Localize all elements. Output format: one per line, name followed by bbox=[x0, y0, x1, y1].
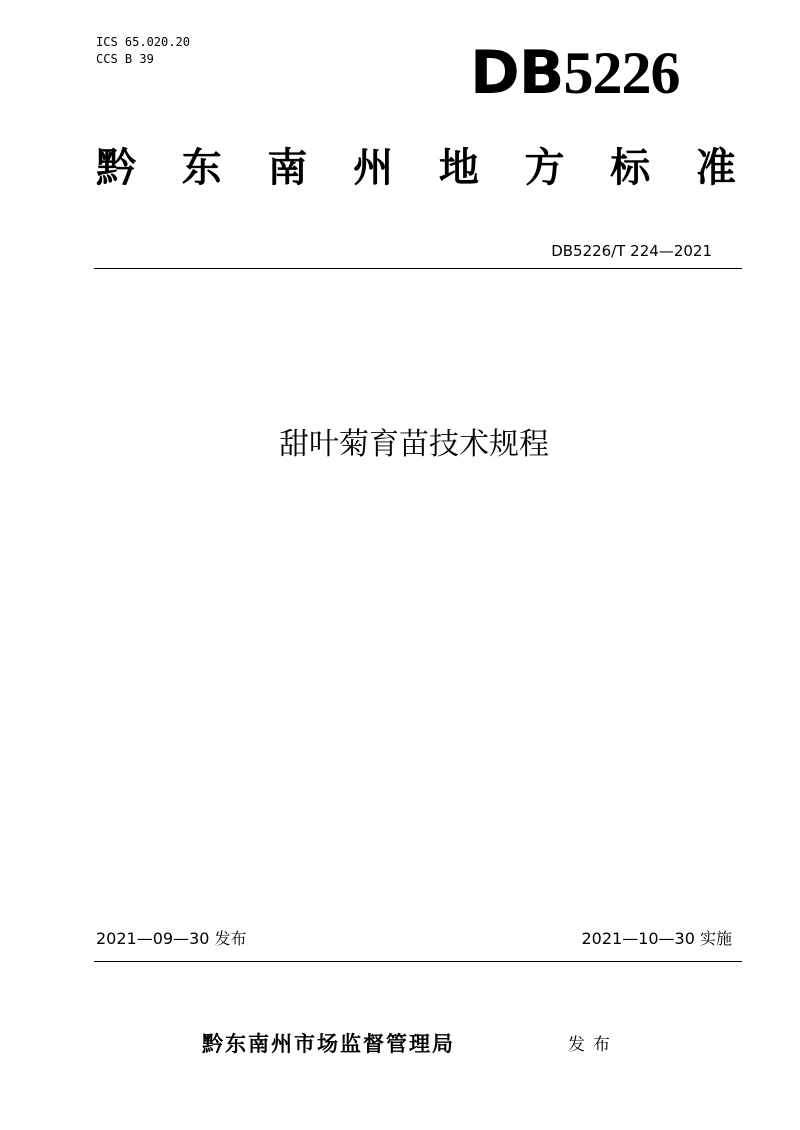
bottom-divider bbox=[94, 961, 742, 962]
standard-type-char: 地 bbox=[438, 145, 479, 191]
standard-type-char: 标 bbox=[610, 145, 651, 191]
classification-codes bbox=[96, 34, 190, 68]
standard-type-char: 东 bbox=[181, 145, 222, 191]
standard-type-char: 黔 bbox=[96, 145, 136, 191]
db-logo bbox=[470, 38, 680, 108]
top-divider bbox=[94, 268, 742, 269]
standard-type-heading bbox=[96, 140, 736, 196]
standard-type-char: 州 bbox=[353, 145, 394, 191]
standard-code: DB5226/T 224—2021 bbox=[551, 242, 712, 260]
ics-code: ICS 65.020.20 bbox=[96, 35, 190, 49]
document-title: 甜叶菊育苗技术规程 bbox=[279, 427, 549, 462]
implement-date: 2021—10—30 实施 bbox=[581, 929, 732, 948]
ccs-code: CCS B 39 bbox=[96, 52, 154, 66]
standard-type-char: 南 bbox=[267, 145, 308, 191]
db-logo-number: 5226 bbox=[563, 40, 680, 106]
issuing-authority: 黔东南州市场监督管理局 bbox=[202, 1032, 455, 1056]
standard-type-char: 准 bbox=[695, 145, 736, 191]
standard-type-char: 方 bbox=[524, 145, 565, 191]
issue-label: 发布 bbox=[568, 1035, 618, 1055]
db-logo-prefix: DB bbox=[470, 38, 564, 108]
publish-date: 2021—09—30 发布 bbox=[96, 929, 247, 948]
